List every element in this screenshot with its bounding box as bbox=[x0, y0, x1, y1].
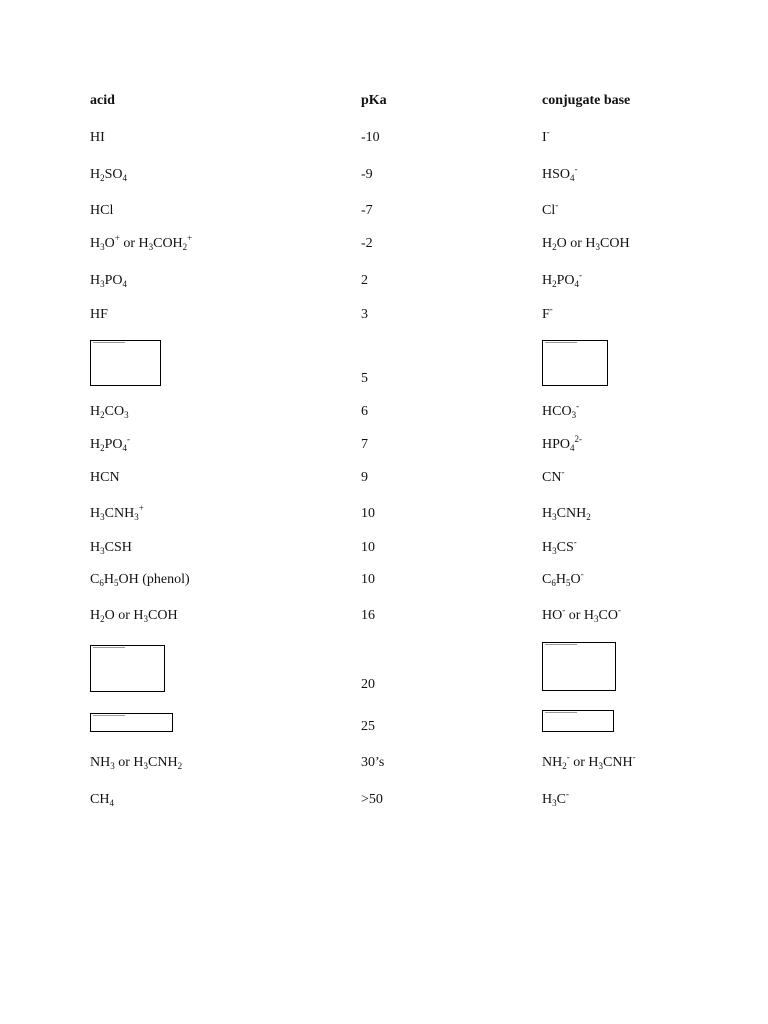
formula-superscript: - bbox=[579, 270, 583, 280]
formula-subscript: 3 bbox=[100, 546, 105, 556]
formula-text: H bbox=[542, 540, 553, 555]
pka-value: -7 bbox=[361, 203, 373, 218]
pka-value: 2 bbox=[361, 273, 368, 288]
formula-superscript: - bbox=[562, 605, 566, 615]
blank-base-box[interactable] bbox=[542, 710, 614, 732]
formula-text: H bbox=[542, 506, 553, 521]
pka-value: 3 bbox=[361, 307, 368, 322]
formula-subscript: 3 bbox=[100, 512, 105, 522]
acid-formula bbox=[90, 273, 127, 289]
formula-subscript: 3 bbox=[552, 512, 557, 522]
formula-subscript: 3 bbox=[598, 761, 604, 771]
formula-text: HSO bbox=[542, 167, 571, 182]
formula-text: H bbox=[90, 167, 101, 182]
formula-superscript: 2- bbox=[574, 434, 583, 444]
formula-subscript: 6 bbox=[99, 578, 104, 588]
pka-value: 16 bbox=[361, 608, 375, 623]
conjugate-base-formula bbox=[542, 752, 636, 771]
formula-superscript: + bbox=[187, 233, 193, 243]
formula-subscript: 3 bbox=[143, 761, 149, 771]
formula-subscript: 3 bbox=[100, 279, 105, 289]
pka-value: 9 bbox=[361, 470, 368, 485]
formula-subscript: 4 bbox=[109, 798, 114, 808]
formula-subscript: 4 bbox=[122, 279, 128, 289]
blank-acid-box[interactable] bbox=[90, 340, 161, 386]
formula-subscript: 3 bbox=[100, 242, 105, 252]
formula-text: F bbox=[542, 307, 550, 322]
formula-subscript: 3 bbox=[552, 798, 557, 808]
formula-text: C bbox=[556, 792, 566, 807]
formula-subscript: 5 bbox=[565, 578, 571, 588]
formula-text: HO bbox=[542, 608, 563, 623]
formula-subscript: 2 bbox=[100, 173, 105, 183]
pka-value: -2 bbox=[361, 236, 373, 251]
formula-subscript: 4 bbox=[122, 173, 128, 183]
formula-text: CN bbox=[542, 470, 562, 485]
formula-superscript: + bbox=[114, 233, 120, 243]
formula-subscript: 5 bbox=[113, 578, 119, 588]
formula-subscript: 4 bbox=[570, 443, 575, 453]
formula-text: H bbox=[90, 608, 101, 623]
formula-text: HCO bbox=[542, 404, 572, 419]
formula-subscript: 6 bbox=[551, 578, 556, 588]
formula-text: CH bbox=[90, 792, 110, 807]
formula-text: CSH bbox=[104, 540, 132, 555]
formula-text: or H bbox=[119, 236, 149, 251]
formula-text: SO bbox=[104, 167, 123, 182]
formula-text: PO bbox=[104, 273, 123, 288]
conjugate-base-formula bbox=[542, 605, 621, 624]
acid-formula bbox=[90, 755, 182, 771]
formula-superscript: - bbox=[566, 752, 570, 762]
formula-text: COH bbox=[153, 236, 183, 251]
formula-text: CNH bbox=[556, 506, 587, 521]
formula-subscript: 3 bbox=[571, 410, 577, 420]
acid-formula bbox=[90, 792, 114, 808]
formula-subscript: 2 bbox=[586, 512, 591, 522]
formula-text: H bbox=[90, 506, 101, 521]
acid-formula bbox=[90, 608, 178, 624]
formula-text: H bbox=[542, 273, 553, 288]
formula-text: PO bbox=[104, 437, 123, 452]
conjugate-base-formula bbox=[542, 401, 580, 420]
formula-superscript: - bbox=[573, 537, 577, 547]
conjugate-base-formula bbox=[542, 467, 565, 486]
formula-text: HI bbox=[90, 130, 105, 145]
formula-text: O bbox=[570, 572, 581, 587]
formula-text: H bbox=[555, 572, 566, 587]
header-conjugate-base: conjugate base bbox=[542, 93, 631, 108]
formula-superscript: - bbox=[574, 164, 578, 174]
formula-text: or H bbox=[565, 608, 595, 623]
formula-subscript: 2 bbox=[100, 614, 105, 624]
formula-text: CNH bbox=[104, 506, 135, 521]
acid-formula bbox=[90, 572, 190, 588]
formula-subscript: 3 bbox=[594, 614, 599, 624]
formula-superscript: - bbox=[580, 569, 584, 579]
formula-text: H bbox=[90, 236, 101, 251]
formula-text: H bbox=[542, 792, 553, 807]
blank-acid-box[interactable] bbox=[90, 713, 173, 732]
formula-text: H bbox=[90, 404, 101, 419]
pka-value: -9 bbox=[361, 167, 373, 182]
acid-formula bbox=[90, 203, 113, 219]
formula-text: CNH bbox=[603, 755, 633, 770]
blank-base-box[interactable] bbox=[542, 340, 608, 386]
conjugate-base-formula bbox=[542, 537, 577, 556]
acid-formula bbox=[90, 503, 144, 522]
acid-formula bbox=[90, 434, 131, 453]
formula-superscript: - bbox=[546, 127, 550, 137]
formula-text: OH (phenol) bbox=[118, 572, 190, 587]
formula-text: H bbox=[542, 236, 553, 251]
formula-superscript: + bbox=[138, 503, 144, 513]
formula-text: I bbox=[542, 130, 547, 145]
formula-subscript: 3 bbox=[134, 512, 139, 522]
formula-text: CNH bbox=[148, 755, 178, 770]
formula-text: NH bbox=[90, 755, 111, 770]
formula-text: O or H bbox=[104, 608, 144, 623]
formula-text: CO bbox=[104, 404, 125, 419]
conjugate-base-formula bbox=[542, 127, 550, 146]
formula-subscript: 3 bbox=[552, 546, 557, 556]
conjugate-base-formula bbox=[542, 304, 553, 323]
formula-superscript: - bbox=[127, 434, 131, 444]
conjugate-base-formula bbox=[542, 164, 578, 183]
blank-acid-box[interactable] bbox=[90, 645, 165, 692]
formula-subscript: 3 bbox=[595, 242, 601, 252]
acid-formula bbox=[90, 404, 129, 420]
formula-superscript: - bbox=[617, 605, 621, 615]
formula-text: or H bbox=[114, 755, 144, 770]
formula-text: CO bbox=[598, 608, 618, 623]
conjugate-base-formula bbox=[542, 236, 630, 252]
conjugate-base-formula bbox=[542, 434, 583, 453]
formula-text: PO bbox=[556, 273, 575, 288]
acid-formula bbox=[90, 470, 120, 486]
formula-text: H bbox=[90, 273, 101, 288]
header-pka: pKa bbox=[361, 93, 387, 108]
formula-text: O bbox=[104, 236, 115, 251]
formula-text: Cl bbox=[542, 203, 556, 218]
formula-text: H bbox=[103, 572, 114, 587]
blank-base-box[interactable] bbox=[542, 642, 616, 691]
pka-value: 25 bbox=[361, 719, 375, 734]
formula-subscript: 3 bbox=[143, 614, 149, 624]
formula-subscript: 2 bbox=[552, 279, 557, 289]
formula-subscript: 3 bbox=[148, 242, 154, 252]
formula-text: O or H bbox=[556, 236, 596, 251]
formula-text: H bbox=[90, 540, 101, 555]
conjugate-base-formula bbox=[542, 506, 591, 522]
pka-value: -10 bbox=[361, 130, 380, 145]
pka-value: 10 bbox=[361, 572, 375, 587]
pka-value: >50 bbox=[361, 792, 383, 807]
acid-formula bbox=[90, 307, 108, 323]
formula-text: HCN bbox=[90, 470, 120, 485]
formula-subscript: 2 bbox=[562, 761, 567, 771]
formula-text: HCl bbox=[90, 203, 114, 218]
pka-value: 7 bbox=[361, 437, 368, 452]
formula-subscript: 4 bbox=[122, 443, 128, 453]
conjugate-base-formula bbox=[542, 200, 559, 219]
formula-text: C bbox=[90, 572, 100, 587]
pka-value: 30’s bbox=[361, 755, 385, 770]
formula-text: or H bbox=[569, 755, 599, 770]
header-acid: acid bbox=[90, 93, 115, 108]
conjugate-base-formula bbox=[542, 270, 583, 289]
formula-superscript: - bbox=[549, 304, 553, 314]
formula-subscript: 4 bbox=[570, 173, 575, 183]
pka-value: 6 bbox=[361, 404, 368, 419]
conjugate-base-formula bbox=[542, 789, 569, 808]
formula-superscript: - bbox=[576, 401, 580, 411]
pka-value: 20 bbox=[361, 677, 375, 692]
acid-formula bbox=[90, 130, 105, 146]
formula-superscript: - bbox=[632, 752, 636, 762]
acid-formula bbox=[90, 540, 132, 556]
pka-value: 10 bbox=[361, 540, 375, 555]
formula-subscript: 2 bbox=[100, 410, 105, 420]
formula-subscript: 2 bbox=[177, 761, 183, 771]
formula-superscript: - bbox=[565, 789, 569, 799]
formula-superscript: - bbox=[561, 467, 565, 477]
formula-subscript: 4 bbox=[574, 279, 580, 289]
acid-formula bbox=[90, 167, 127, 183]
formula-text: NH bbox=[542, 755, 563, 770]
formula-subscript: 2 bbox=[552, 242, 557, 252]
acid-formula bbox=[90, 233, 193, 252]
pka-value: 10 bbox=[361, 506, 375, 521]
conjugate-base-formula bbox=[542, 569, 584, 588]
formula-subscript: 3 bbox=[110, 761, 115, 771]
formula-text: COH bbox=[148, 608, 178, 623]
formula-text: H bbox=[90, 437, 101, 452]
pka-value: 5 bbox=[361, 371, 368, 386]
formula-superscript: - bbox=[555, 200, 559, 210]
formula-subscript: 2 bbox=[100, 443, 105, 453]
formula-subscript: 3 bbox=[124, 410, 129, 420]
formula-text: CS bbox=[556, 540, 574, 555]
formula-text: COH bbox=[600, 236, 630, 251]
formula-subscript: 2 bbox=[182, 242, 188, 252]
formula-text: HPO bbox=[542, 437, 571, 452]
formula-text: HF bbox=[90, 307, 108, 322]
formula-text: C bbox=[542, 572, 552, 587]
